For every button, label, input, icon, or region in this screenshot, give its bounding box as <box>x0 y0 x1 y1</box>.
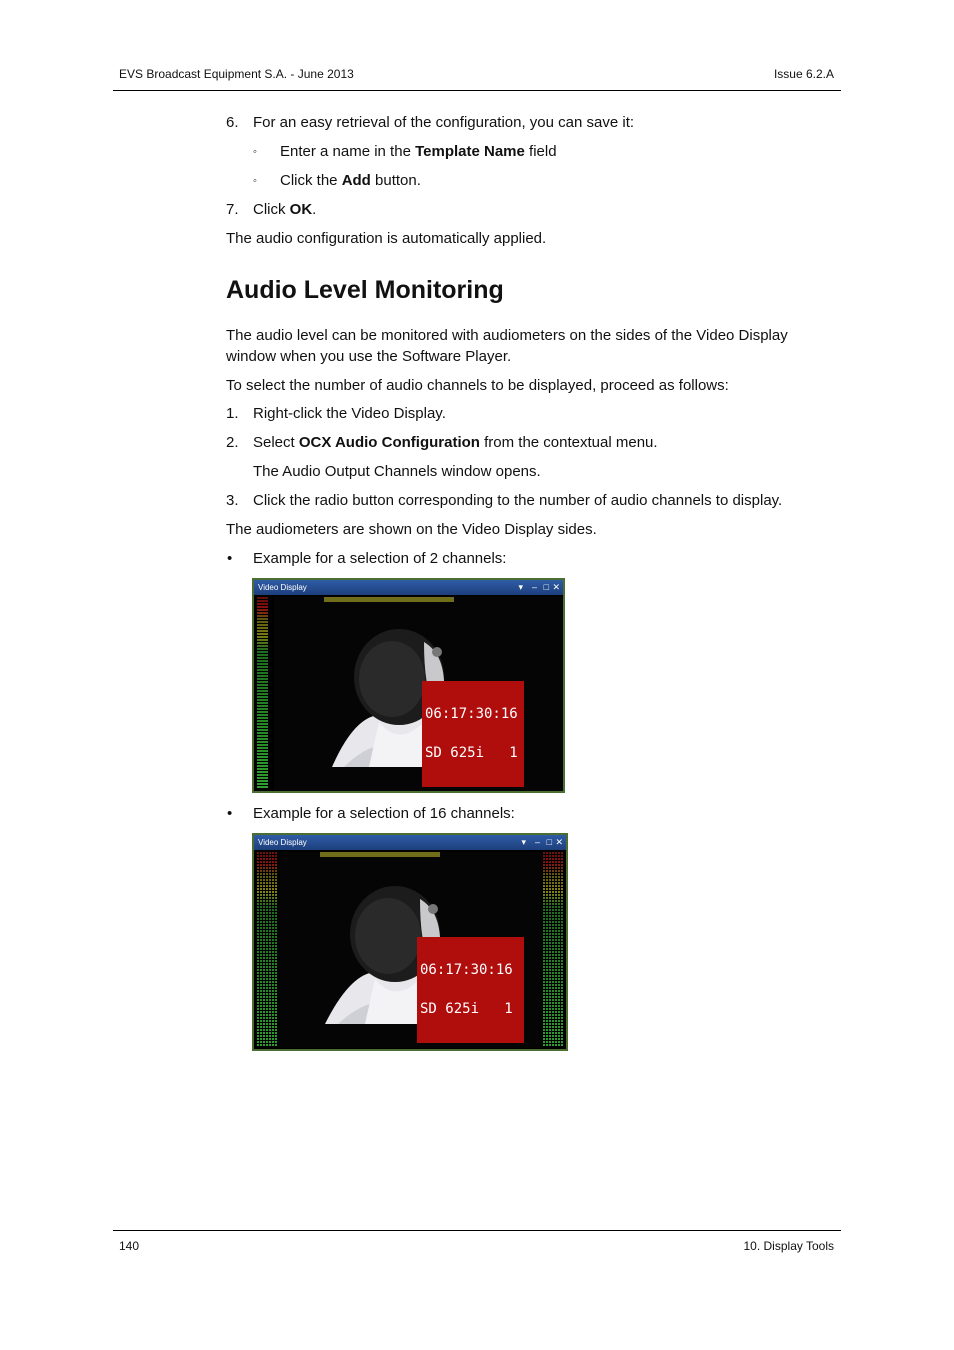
chapter-title: 10. Display Tools <box>743 1239 834 1253</box>
step-note-text: The Audio Output Channels window opens. <box>253 463 541 480</box>
page-footer <box>113 1230 841 1253</box>
window-title: Video Display <box>258 838 307 847</box>
step-number: 1. <box>226 405 239 422</box>
dropdown-icon[interactable]: ▾ <box>521 837 526 847</box>
intro-paragraph: The audio level can be monitored with audiometers on the sides of the Video Display window when you use the Software Player. <box>226 327 788 365</box>
bullet: • <box>227 805 233 822</box>
page-header <box>113 60 841 91</box>
sub-text-post: button. <box>370 172 421 189</box>
step-text: Click the radio button corresponding to the number of audio channels to display. <box>253 492 783 509</box>
window-title: Video Display <box>258 583 307 592</box>
video-display-16-channels <box>252 833 568 1051</box>
sub-text-pre: Enter a name in the <box>280 143 416 160</box>
step-number: 7. <box>226 201 239 218</box>
timecode-overlay <box>417 937 524 1043</box>
audio-meter-left <box>257 852 277 1047</box>
step-text: For an easy retrieval of the configuration, you can save it: <box>253 114 635 131</box>
maximize-icon[interactable]: □ <box>546 837 552 847</box>
example-text: Example for a selection of 2 channels: <box>253 550 507 567</box>
maximize-icon[interactable]: □ <box>543 582 549 592</box>
step-number: 2. <box>226 434 239 451</box>
page-number: 140 <box>119 1239 140 1253</box>
minimize-icon[interactable]: – <box>534 837 540 847</box>
step-text-bold: OCX Audio Configuration <box>298 434 480 451</box>
window-titlebar <box>254 835 566 850</box>
header-company-date: EVS Broadcast Equipment S.A. - June 2013 <box>119 67 354 81</box>
step-text-pre: Click <box>253 201 290 218</box>
applied-text: The audio configuration is automatically applied. <box>226 230 547 247</box>
sub-text-post: field <box>524 143 557 160</box>
section-title: Audio Level Monitoring <box>226 276 504 304</box>
select-paragraph: To select the number of audio channels to be displayed, proceed as follows: <box>226 377 729 394</box>
example-text: Example for a selection of 16 channels: <box>253 805 515 822</box>
window-titlebar <box>254 580 563 595</box>
minimize-icon[interactable]: – <box>531 582 537 592</box>
step-text-post: . <box>312 201 317 218</box>
step-text-bold: OK <box>289 201 313 218</box>
timecode: 06:17:30:16 <box>425 706 518 722</box>
audio-meter-right <box>543 852 563 1047</box>
sub-bullet: ◦ <box>253 175 257 187</box>
dropdown-icon[interactable]: ▾ <box>518 582 523 592</box>
step-text: Right-click the Video Display. <box>253 405 446 422</box>
step-text-pre: Select <box>253 434 299 451</box>
sub-text-bold: Template Name <box>415 143 525 160</box>
sub-text-bold: Add <box>341 172 371 189</box>
format-line: SD 625i 1 <box>420 1001 513 1017</box>
sub-bullet: ◦ <box>253 146 257 158</box>
format-line: SD 625i 1 <box>425 745 518 761</box>
timecode: 06:17:30:16 <box>420 962 513 978</box>
step-number: 6. <box>226 114 239 131</box>
header-issue: Issue 6.2.A <box>773 67 834 81</box>
close-icon[interactable]: ✕ <box>555 837 563 847</box>
audio-meter-left <box>257 597 268 789</box>
timecode-overlay <box>422 681 524 787</box>
bullet: • <box>227 550 233 567</box>
sub-text-pre: Click the <box>280 172 342 189</box>
close-icon[interactable]: ✕ <box>552 582 560 592</box>
audiometers-text: The audiometers are shown on the Video Display sides. <box>226 521 597 538</box>
video-display-2-channels <box>252 578 565 793</box>
step-number: 3. <box>226 492 239 509</box>
step-text-post: from the contextual menu. <box>479 434 658 451</box>
